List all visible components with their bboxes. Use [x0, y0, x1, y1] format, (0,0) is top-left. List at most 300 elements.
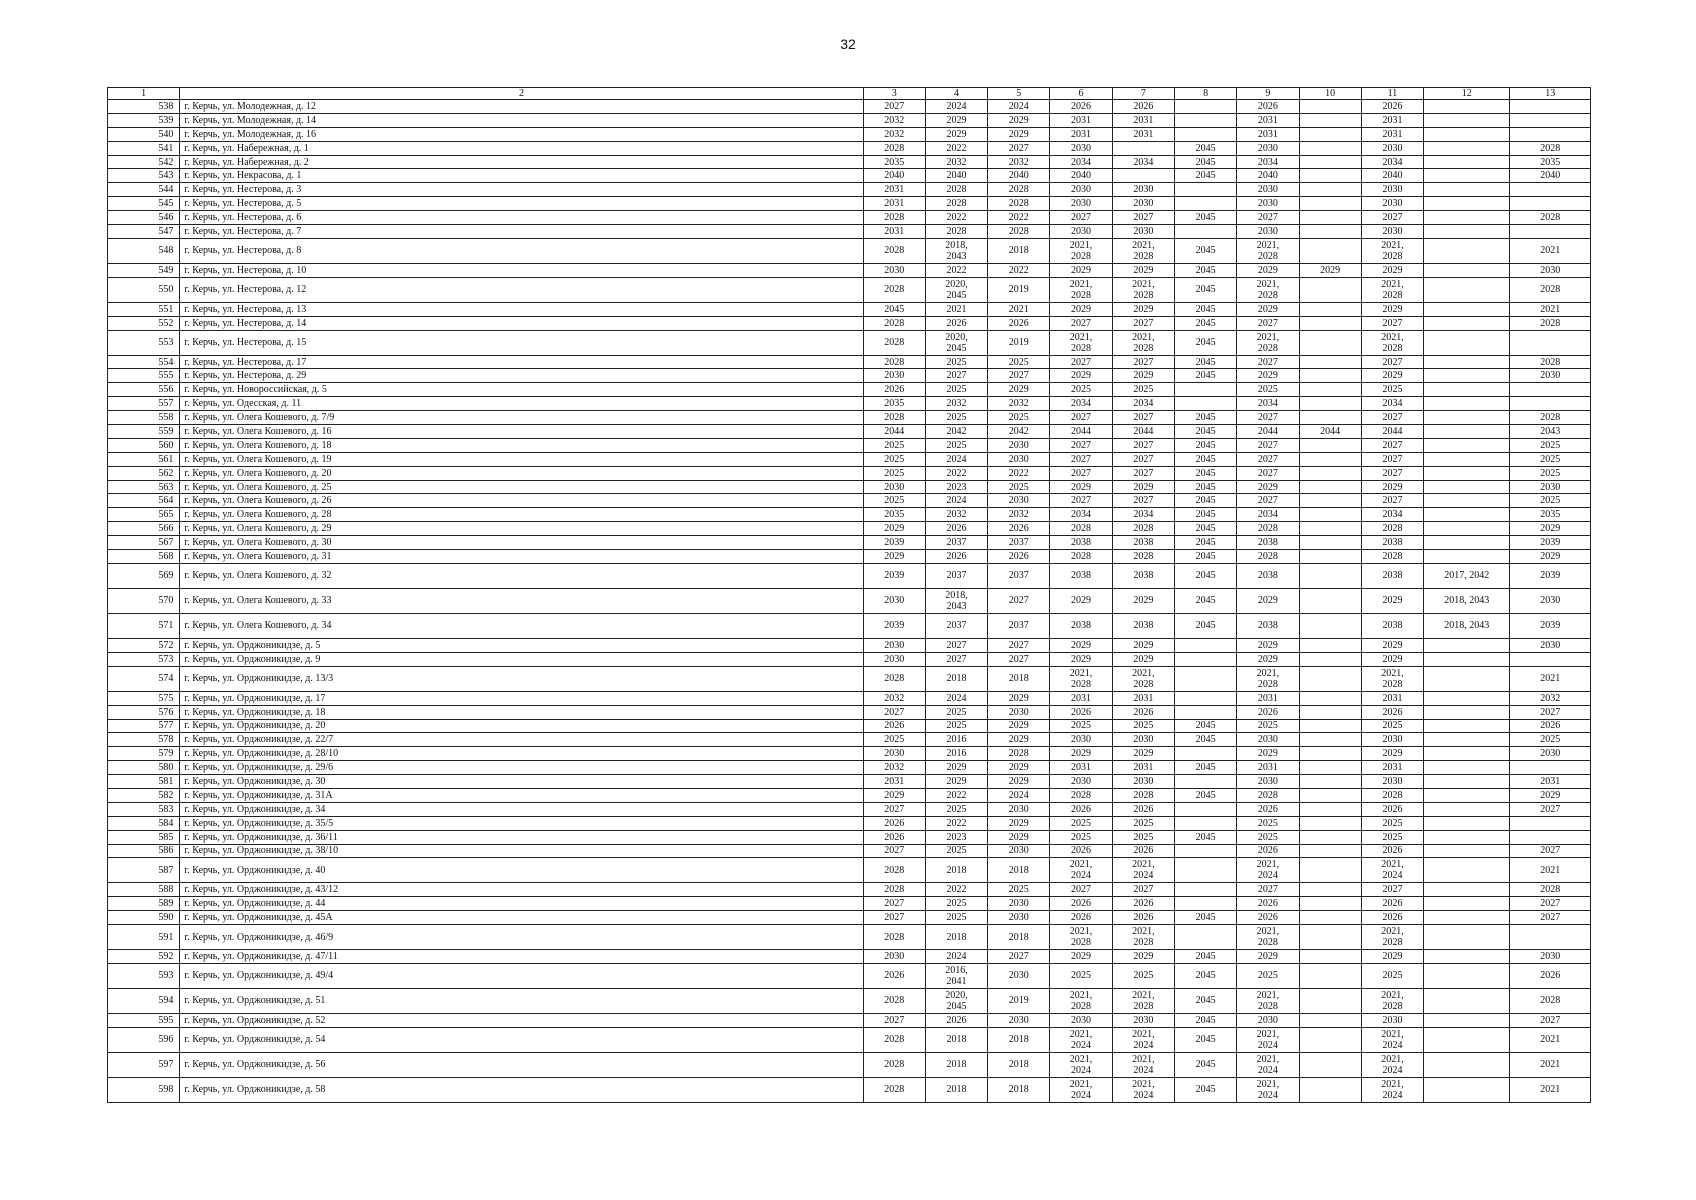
table-row [108, 844, 1591, 858]
address-cell: г. Керчь, ул. Нестерова, д. 8 [180, 238, 863, 263]
year-cell [1510, 761, 1591, 775]
year-cell: 2039 [863, 563, 925, 588]
year-cell [1510, 100, 1591, 114]
year-cell: 2040 [1361, 169, 1423, 183]
year-cell: 2028 [863, 925, 925, 950]
year-cell [1299, 858, 1361, 883]
year-cell: 2027 [925, 652, 987, 666]
year-cell: 2018 [988, 238, 1050, 263]
year-cell: 2027 [1112, 355, 1174, 369]
year-cell [1424, 127, 1510, 141]
year-cell [1174, 747, 1236, 761]
year-cell: 2022 [988, 211, 1050, 225]
table-row [108, 355, 1591, 369]
year-cell [1174, 183, 1236, 197]
year-cell [1299, 169, 1361, 183]
year-cell: 2029 [863, 788, 925, 802]
year-cell [1424, 816, 1510, 830]
year-cell: 2026 [1050, 844, 1112, 858]
address-cell: г. Керчь, ул. Олега Кошевого, д. 16 [180, 425, 863, 439]
year-cell: 2025 [925, 897, 987, 911]
address-cell: г. Керчь, ул. Орджоникидзе, д. 30 [180, 775, 863, 789]
year-cell: 2039 [1510, 563, 1591, 588]
year-cell: 2028 [863, 883, 925, 897]
year-cell: 2026 [1237, 911, 1299, 925]
address-cell: г. Керчь, ул. Орджоникидзе, д. 58 [180, 1077, 863, 1102]
year-cell: 2030 [1510, 638, 1591, 652]
year-cell [1424, 169, 1510, 183]
year-cell: 2028 [863, 238, 925, 263]
year-cell: 2028 [863, 666, 925, 691]
address-cell: г. Керчь, ул. Орджоникидзе, д. 20 [180, 719, 863, 733]
table-row [108, 425, 1591, 439]
year-cell: 2029 [988, 127, 1050, 141]
year-cell: 2031 [1237, 691, 1299, 705]
table-row [108, 950, 1591, 964]
address-cell: г. Керчь, ул. Орджоникидзе, д. 17 [180, 691, 863, 705]
year-cell [1424, 950, 1510, 964]
year-cell: 2021, 2028 [1112, 330, 1174, 355]
address-cell: г. Керчь, ул. Олега Кошевого, д. 25 [180, 480, 863, 494]
year-cell: 2025 [988, 355, 1050, 369]
year-cell [1424, 652, 1510, 666]
column-header: 2 [180, 88, 863, 100]
year-cell: 2028 [1361, 522, 1423, 536]
year-cell: 2031 [1050, 691, 1112, 705]
row-number-cell: 565 [108, 508, 180, 522]
row-number-cell: 590 [108, 911, 180, 925]
year-cell: 2018 [988, 925, 1050, 950]
year-cell: 2028 [1510, 883, 1591, 897]
year-cell: 2045 [1174, 588, 1236, 613]
row-number-cell: 587 [108, 858, 180, 883]
year-cell [1174, 100, 1236, 114]
year-cell [1299, 747, 1361, 761]
address-cell: г. Керчь, ул. Олега Кошевого, д. 32 [180, 563, 863, 588]
year-cell: 2025 [1510, 452, 1591, 466]
year-cell: 2021, 2024 [1361, 858, 1423, 883]
year-cell [1424, 883, 1510, 897]
year-cell: 2030 [1112, 225, 1174, 239]
year-cell: 2030 [863, 950, 925, 964]
year-cell: 2028 [863, 988, 925, 1013]
year-cell [1424, 522, 1510, 536]
year-cell: 2031 [863, 225, 925, 239]
year-cell: 2024 [925, 452, 987, 466]
address-cell: г. Керчь, ул. Олега Кошевого, д. 18 [180, 438, 863, 452]
year-cell: 2024 [988, 788, 1050, 802]
row-number-cell: 539 [108, 113, 180, 127]
year-cell: 2027 [1237, 438, 1299, 452]
year-cell: 2027 [1361, 494, 1423, 508]
year-cell: 2025 [863, 733, 925, 747]
year-cell: 2021, 2028 [1112, 277, 1174, 302]
year-cell: 2018, 2043 [925, 238, 987, 263]
address-cell: г. Керчь, ул. Нестерова, д. 5 [180, 197, 863, 211]
year-cell: 2024 [925, 494, 987, 508]
year-cell: 2027 [1112, 211, 1174, 225]
year-cell [1299, 302, 1361, 316]
row-number-cell: 581 [108, 775, 180, 789]
year-cell [1424, 925, 1510, 950]
year-cell: 2020, 2045 [925, 277, 987, 302]
address-cell: г. Керчь, ул. Орджоникидзе, д. 35/5 [180, 816, 863, 830]
year-cell: 2030 [1510, 950, 1591, 964]
address-cell: г. Керчь, ул. Орджоникидзе, д. 54 [180, 1027, 863, 1052]
year-cell: 2029 [1237, 302, 1299, 316]
year-cell: 2026 [1050, 100, 1112, 114]
year-cell: 2026 [1361, 911, 1423, 925]
year-cell: 2022 [988, 466, 1050, 480]
year-cell: 2038 [1237, 536, 1299, 550]
year-cell: 2034 [1050, 508, 1112, 522]
year-cell [1510, 197, 1591, 211]
row-number-cell: 566 [108, 522, 180, 536]
address-cell: г. Керчь, ул. Олега Кошевого, д. 7/9 [180, 411, 863, 425]
year-cell: 2030 [988, 438, 1050, 452]
year-cell: 2032 [988, 397, 1050, 411]
table-row [108, 550, 1591, 564]
year-cell: 2027 [1237, 494, 1299, 508]
year-cell [1424, 788, 1510, 802]
year-cell: 2025 [925, 438, 987, 452]
year-cell: 2028 [1237, 550, 1299, 564]
year-cell: 2031 [1112, 691, 1174, 705]
address-cell: г. Керчь, ул. Орджоникидзе, д. 47/11 [180, 950, 863, 964]
year-cell: 2045 [1174, 494, 1236, 508]
year-cell: 2018 [988, 858, 1050, 883]
year-cell: 2025 [1361, 383, 1423, 397]
row-number-cell: 561 [108, 452, 180, 466]
year-cell: 2031 [1361, 691, 1423, 705]
address-cell: г. Керчь, ул. Молодежная, д. 16 [180, 127, 863, 141]
year-cell: 2026 [1112, 897, 1174, 911]
address-cell: г. Керчь, ул. Орджоникидзе, д. 45А [180, 911, 863, 925]
year-cell [1424, 761, 1510, 775]
year-cell: 2030 [1510, 369, 1591, 383]
year-cell: 2030 [1361, 1013, 1423, 1027]
year-cell: 2029 [1510, 550, 1591, 564]
year-cell: 2045 [1174, 950, 1236, 964]
year-cell [1424, 480, 1510, 494]
address-cell: г. Керчь, ул. Орджоникидзе, д. 28/10 [180, 747, 863, 761]
year-cell: 2026 [863, 816, 925, 830]
year-cell [1424, 775, 1510, 789]
year-cell [1299, 330, 1361, 355]
address-cell: г. Керчь, ул. Нестерова, д. 3 [180, 183, 863, 197]
year-cell: 2030 [988, 911, 1050, 925]
year-cell: 2027 [1361, 438, 1423, 452]
row-number-cell: 570 [108, 588, 180, 613]
table-row [108, 719, 1591, 733]
year-cell: 2022 [925, 466, 987, 480]
row-number-cell: 560 [108, 438, 180, 452]
year-cell: 2026 [863, 830, 925, 844]
year-cell: 2028 [1510, 988, 1591, 1013]
year-cell: 2031 [1112, 761, 1174, 775]
table-row [108, 522, 1591, 536]
table-row [108, 411, 1591, 425]
year-cell: 2027 [1112, 494, 1174, 508]
year-cell: 2026 [1112, 802, 1174, 816]
table-row [108, 1052, 1591, 1077]
year-cell: 2030 [1050, 141, 1112, 155]
year-cell: 2029 [1050, 263, 1112, 277]
year-cell: 2021, 2024 [1361, 1052, 1423, 1077]
year-cell: 2027 [1510, 911, 1591, 925]
year-cell: 2045 [1174, 211, 1236, 225]
year-cell [1299, 925, 1361, 950]
year-cell: 2028 [1361, 550, 1423, 564]
year-cell [1299, 438, 1361, 452]
year-cell [1424, 830, 1510, 844]
year-cell: 2026 [1361, 705, 1423, 719]
address-cell: г. Керчь, ул. Орджоникидзе, д. 31А [180, 788, 863, 802]
year-cell: 2034 [1237, 508, 1299, 522]
year-cell: 2026 [988, 550, 1050, 564]
year-cell: 2021, 2024 [1237, 1052, 1299, 1077]
year-cell [1299, 211, 1361, 225]
year-cell [1424, 550, 1510, 564]
year-cell: 2039 [863, 613, 925, 638]
year-cell: 2040 [863, 169, 925, 183]
year-cell: 2030 [1112, 183, 1174, 197]
year-cell: 2026 [1510, 963, 1591, 988]
year-cell [1299, 788, 1361, 802]
row-number-cell: 542 [108, 155, 180, 169]
year-cell: 2045 [1174, 369, 1236, 383]
year-cell [1299, 816, 1361, 830]
year-cell [1510, 383, 1591, 397]
address-cell: г. Керчь, ул. Набережная, д. 2 [180, 155, 863, 169]
year-cell [1299, 197, 1361, 211]
row-number-cell: 598 [108, 1077, 180, 1102]
year-cell: 2025 [1361, 830, 1423, 844]
year-cell [1299, 316, 1361, 330]
year-cell: 2026 [1237, 705, 1299, 719]
year-cell [1299, 563, 1361, 588]
year-cell: 2044 [1112, 425, 1174, 439]
address-cell: г. Керчь, ул. Нестерова, д. 13 [180, 302, 863, 316]
year-cell [1424, 1013, 1510, 1027]
row-number-cell: 556 [108, 383, 180, 397]
row-number-cell: 572 [108, 638, 180, 652]
table-row [108, 302, 1591, 316]
year-cell: 2038 [1361, 563, 1423, 588]
year-cell: 2031 [1237, 761, 1299, 775]
year-cell: 2045 [1174, 963, 1236, 988]
year-cell: 2031 [1237, 113, 1299, 127]
table-row [108, 816, 1591, 830]
year-cell: 2026 [1237, 897, 1299, 911]
year-cell: 2026 [1361, 897, 1423, 911]
year-cell [1299, 705, 1361, 719]
year-cell: 2031 [1050, 113, 1112, 127]
year-cell: 2028 [988, 183, 1050, 197]
table-row [108, 369, 1591, 383]
year-cell: 2030 [1510, 588, 1591, 613]
year-cell: 2045 [1174, 425, 1236, 439]
year-cell [1424, 494, 1510, 508]
year-cell [1424, 911, 1510, 925]
year-cell: 2017, 2042 [1424, 563, 1510, 588]
table-row [108, 788, 1591, 802]
year-cell [1299, 383, 1361, 397]
row-number-cell: 541 [108, 141, 180, 155]
year-cell: 2031 [863, 197, 925, 211]
year-cell: 2021 [1510, 858, 1591, 883]
year-cell [1424, 211, 1510, 225]
row-number-cell: 547 [108, 225, 180, 239]
year-cell: 2029 [1361, 263, 1423, 277]
year-cell [1424, 858, 1510, 883]
year-cell: 2029 [1361, 369, 1423, 383]
year-cell: 2029 [988, 691, 1050, 705]
year-cell: 2028 [863, 277, 925, 302]
year-cell: 2031 [1112, 127, 1174, 141]
year-cell [1424, 466, 1510, 480]
year-cell: 2030 [988, 1013, 1050, 1027]
year-cell: 2044 [863, 425, 925, 439]
address-cell: г. Керчь, ул. Олега Кошевого, д. 29 [180, 522, 863, 536]
year-cell: 2027 [1510, 844, 1591, 858]
year-cell [1299, 127, 1361, 141]
year-cell: 2032 [863, 691, 925, 705]
year-cell: 2021, 2028 [1361, 925, 1423, 950]
row-number-cell: 579 [108, 747, 180, 761]
year-cell [1424, 383, 1510, 397]
year-cell: 2045 [1174, 263, 1236, 277]
year-cell [1424, 197, 1510, 211]
year-cell: 2021, 2028 [1361, 666, 1423, 691]
year-cell: 2030 [988, 452, 1050, 466]
year-cell: 2030 [1510, 263, 1591, 277]
year-cell: 2029 [863, 550, 925, 564]
table-row [108, 1013, 1591, 1027]
row-number-cell: 573 [108, 652, 180, 666]
table-row [108, 897, 1591, 911]
year-cell: 2030 [863, 652, 925, 666]
year-cell: 2031 [1361, 113, 1423, 127]
year-cell: 2021, 2028 [1361, 330, 1423, 355]
year-cell [1174, 705, 1236, 719]
year-cell: 2028 [863, 355, 925, 369]
table-body [108, 100, 1591, 1103]
year-cell [1424, 536, 1510, 550]
address-cell: г. Керчь, ул. Молодежная, д. 12 [180, 100, 863, 114]
year-cell: 2026 [1050, 802, 1112, 816]
year-cell: 2025 [1050, 383, 1112, 397]
year-cell: 2026 [1112, 705, 1174, 719]
year-cell: 2027 [1361, 466, 1423, 480]
address-cell: г. Керчь, ул. Орджоникидзе, д. 9 [180, 652, 863, 666]
year-cell: 2044 [1237, 425, 1299, 439]
year-cell: 2045 [1174, 411, 1236, 425]
year-cell: 2031 [1361, 761, 1423, 775]
year-cell [1174, 666, 1236, 691]
year-cell: 2029 [1112, 652, 1174, 666]
year-cell: 2030 [1112, 733, 1174, 747]
year-cell: 2025 [863, 466, 925, 480]
year-cell: 2034 [1361, 508, 1423, 522]
year-cell [1299, 911, 1361, 925]
year-cell: 2027 [1050, 494, 1112, 508]
year-cell [1510, 816, 1591, 830]
year-cell: 2045 [1174, 788, 1236, 802]
table-row [108, 705, 1591, 719]
table-row [108, 113, 1591, 127]
row-number-cell: 552 [108, 316, 180, 330]
year-cell: 2030 [1361, 733, 1423, 747]
year-cell [1299, 494, 1361, 508]
year-cell: 2026 [1361, 100, 1423, 114]
year-cell: 2027 [988, 638, 1050, 652]
year-cell: 2021, 2028 [1237, 925, 1299, 950]
year-cell: 2022 [925, 883, 987, 897]
year-cell [1299, 830, 1361, 844]
year-cell: 2021, 2028 [1237, 666, 1299, 691]
year-cell: 2026 [1237, 100, 1299, 114]
year-cell: 2021, 2024 [1237, 858, 1299, 883]
year-cell [1510, 225, 1591, 239]
year-cell: 2030 [1237, 225, 1299, 239]
year-cell: 2037 [925, 536, 987, 550]
year-cell: 2026 [1050, 911, 1112, 925]
year-cell: 2027 [1237, 211, 1299, 225]
year-cell: 2022 [925, 788, 987, 802]
year-cell: 2045 [1174, 141, 1236, 155]
year-cell: 2030 [1361, 197, 1423, 211]
year-cell [1510, 113, 1591, 127]
row-number-cell: 584 [108, 816, 180, 830]
year-cell: 2030 [1237, 197, 1299, 211]
year-cell: 2028 [863, 316, 925, 330]
year-cell: 2030 [863, 638, 925, 652]
year-cell: 2018, 2043 [1424, 613, 1510, 638]
year-cell: 2025 [863, 438, 925, 452]
year-cell: 2029 [1112, 747, 1174, 761]
year-cell: 2032 [863, 127, 925, 141]
row-number-cell: 569 [108, 563, 180, 588]
row-number-cell: 583 [108, 802, 180, 816]
table-row [108, 330, 1591, 355]
year-cell: 2028 [1361, 788, 1423, 802]
year-cell: 2045 [1174, 238, 1236, 263]
address-cell: г. Керчь, ул. Олега Кошевого, д. 28 [180, 508, 863, 522]
year-cell: 2027 [1237, 452, 1299, 466]
address-cell: г. Керчь, ул. Молодежная, д. 14 [180, 113, 863, 127]
year-cell: 2018 [988, 1052, 1050, 1077]
year-cell [1174, 816, 1236, 830]
row-number-cell: 588 [108, 883, 180, 897]
year-cell: 2022 [925, 263, 987, 277]
year-cell: 2045 [1174, 719, 1236, 733]
table-row [108, 733, 1591, 747]
year-cell [1174, 691, 1236, 705]
year-cell: 2028 [1510, 141, 1591, 155]
year-cell: 2030 [863, 588, 925, 613]
year-cell: 2021, 2028 [1237, 238, 1299, 263]
year-cell [1299, 1027, 1361, 1052]
year-cell [1299, 522, 1361, 536]
year-cell: 2021, 2028 [1237, 988, 1299, 1013]
year-cell [1510, 652, 1591, 666]
year-cell: 2028 [863, 1027, 925, 1052]
year-cell: 2045 [1174, 452, 1236, 466]
year-cell: 2021, 2024 [1361, 1027, 1423, 1052]
year-cell: 2045 [1174, 438, 1236, 452]
year-cell: 2021, 2028 [1050, 277, 1112, 302]
